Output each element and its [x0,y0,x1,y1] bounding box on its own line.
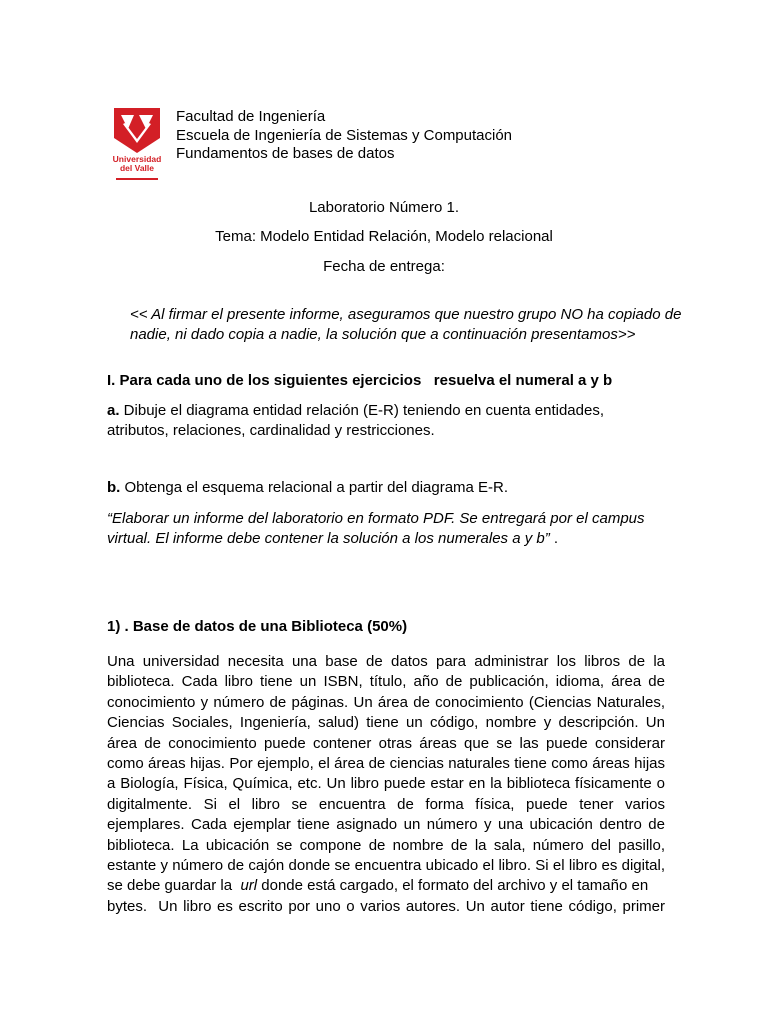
body-line: bytes. Un libro es escrito por uno o varios autores. Un autor tiene código, primer [107,897,665,915]
logo-rule [116,178,158,180]
section-heading: I. Para cada uno de los siguientes ejercicios resuelva el numeral a y b [107,372,613,389]
integrity-declaration: << Al firmar el presente informe, aseguramos que nuestro grupo NO ha copiado de nadie, ni dado copia a nadie, la solución que a continuación presentamos>> [130,306,682,343]
course-name: Fundamentos de bases de datos [176,145,395,162]
instruction-b-text: Obtenga el esquema relacional a partir del diagrama E-R. [120,479,509,496]
body-line: Una universidad necesita una base de datos para administrar los libros de la [107,653,665,670]
body-line: ejemplares. Cada ejemplar tiene asignado un número y una ubicación dentro de [107,816,665,834]
instruction-b [107,478,667,498]
report-note: “Elaborar un informe del laboratorio en formato PDF. Se entregará por el campus virtual. El informe debe contener la solución a los numerales a y b” . [107,510,645,547]
school-name: Escuela de Ingeniería de Sistemas y Computación [176,126,513,144]
body-line: área de conocimiento puede contener otras áreas que se las puede considerar [107,734,665,752]
instruction-a: a. Dibuje el diagrama entidad relación (E-R) teniendo en cuenta entidades, atributos, relaciones, cardinalidad y restricciones. [107,402,604,439]
due-date: Fecha de entrega: [323,258,445,275]
institution-header [176,108,512,164]
body-line: biblioteca. Cada libro tiene un ISBN, título, año de publicación, idioma, área de [107,673,665,691]
univalle-emblem-icon [112,108,162,154]
instruction-a-text: Dibuje el diagrama entidad relación (E-R) teniendo en cuenta entidades, [119,402,604,419]
body-line: como áreas hijas. Por ejemplo, el área de ciencias naturales tiene como áreas hijas [107,755,665,773]
body-line: biblioteca. La ubicación se compone de nombre de la sala, número del pasillo, [107,836,665,854]
faculty-name: Facultad de Ingeniería [176,108,326,125]
body-line: estante y número de cajón donde se encuentra ubicado el libro. Si el libro es digital, [107,857,665,875]
exercise-body [107,652,665,917]
instruction-b-label: b. [107,479,121,496]
body-line: conocimiento y número de páginas. Un área de conocimiento (Ciencias Naturales, [107,693,665,711]
body-line: digitalmente. Si el libro se encuentra de forma física, puede tener varios [107,795,665,813]
body-line: se debe guardar la url donde está cargado, el formato del archivo y el tamaño en [107,877,649,895]
university-logo [112,108,162,180]
url-term: url [240,877,258,895]
body-line: a Biología, Física, Química, etc. Un libro puede estar en la biblioteca físicamente o [107,775,665,793]
exercise-heading: 1) . Base de datos de una Biblioteca (50%) [107,618,408,635]
body-line: Ciencias Sociales, Ingeniería, salud) tiene un código, nombre y descripción. Un [107,714,665,732]
lab-topic: Tema: Modelo Entidad Relación, Modelo relacional [215,228,553,245]
logo-wordmark: Universidad del Valle [112,154,162,173]
instruction-a-label: a. [107,402,120,419]
lab-number: Laboratorio Número 1. [308,199,460,216]
